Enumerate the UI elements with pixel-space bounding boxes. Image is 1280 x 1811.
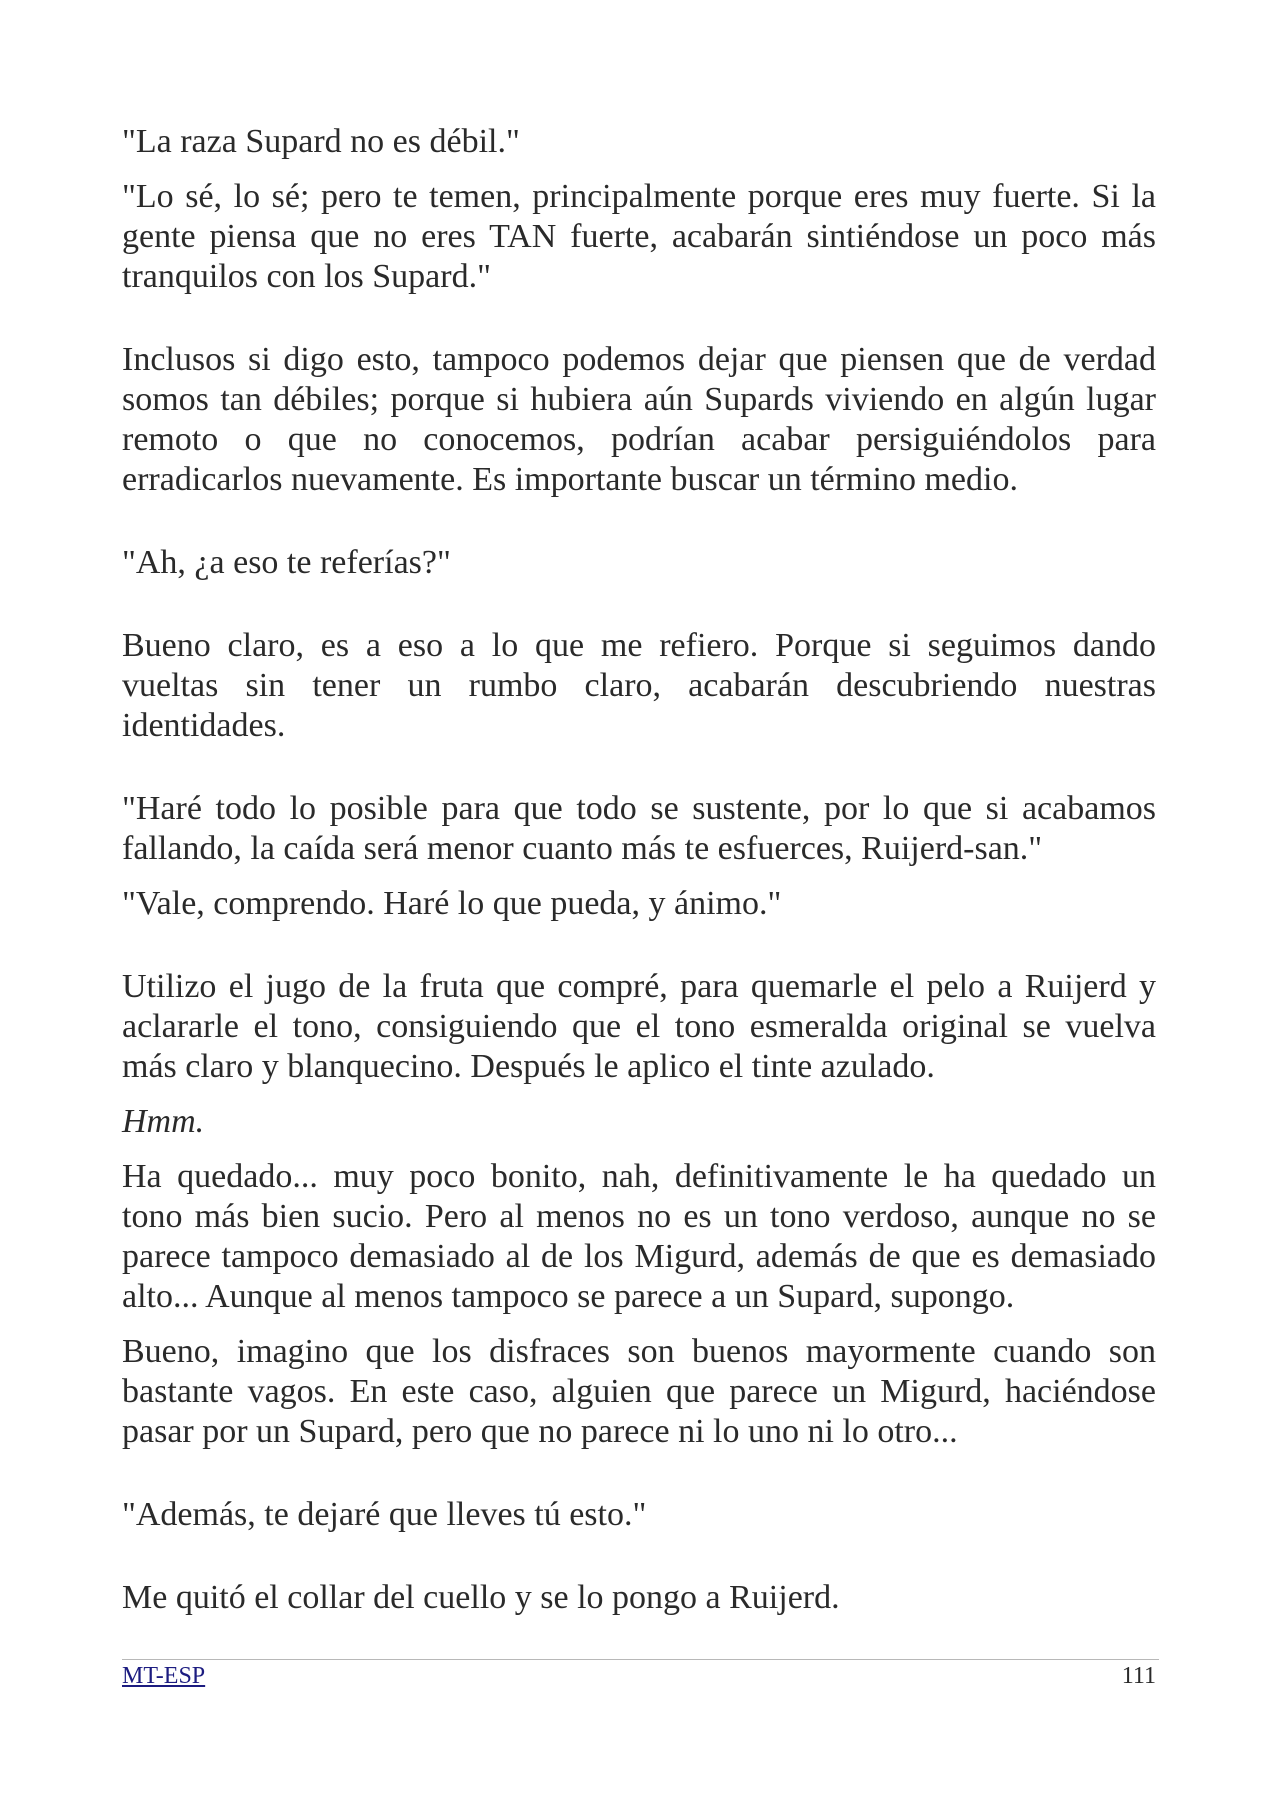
paragraph-13 [122, 1578, 1156, 1618]
paragraph-10 [122, 1157, 1156, 1317]
paragraph-7 [122, 884, 1156, 924]
paragraph-12 [122, 1495, 1156, 1535]
text-line: Bueno, imagino que los disfraces son buenos mayormente cuando son [122, 1333, 1156, 1370]
text-line: "La raza Supard no es débil." [122, 123, 520, 160]
paragraph-9 [122, 1102, 1156, 1142]
text-line: Utilizo el jugo de la fruta que compré, para quemarle el pelo a Ruijerd y [122, 968, 1156, 1005]
paragraph-3 [122, 340, 1156, 500]
footer-source-link[interactable]: MT-ESP [122, 1663, 206, 1689]
text-line: identidades. [122, 707, 286, 744]
text-line: remoto o que no conocemos, podrían acabar persiguiéndolos para [122, 421, 1156, 458]
text-line: tono más bien sucio. Pero al menos no es un tono verdoso, aunque no se [122, 1198, 1156, 1235]
text-line: "Lo sé, lo sé; pero te temen, principalmente porque eres muy fuerte. Si la [122, 178, 1156, 215]
text-line-italic: Hmm. [122, 1103, 205, 1140]
text-line: Inclusos si digo esto, tampoco podemos dejar que piensen que de verdad [122, 341, 1156, 378]
paragraph-6 [122, 789, 1156, 869]
text-line: "Haré todo lo posible para que todo se sustente, por lo que si acabamos [122, 790, 1156, 827]
text-line: Ha quedado... muy poco bonito, nah, definitivamente le ha quedado un [122, 1158, 1156, 1195]
paragraph-4 [122, 543, 1156, 583]
text-line: "Ah, ¿a eso te referías?" [122, 544, 451, 581]
paragraph-1 [122, 122, 1156, 162]
text-line: Bueno claro, es a eso a lo que me refiero. Porque si seguimos dando [122, 627, 1156, 664]
text-line: vueltas sin tener un rumbo claro, acabarán descubriendo nuestras [122, 667, 1156, 704]
text-line: "Vale, comprendo. Haré lo que pueda, y ánimo." [122, 885, 782, 922]
text-line: alto... Aunque al menos tampoco se parece a un Supard, supongo. [122, 1278, 1015, 1315]
document-body [122, 122, 1156, 1618]
text-line: "Además, te dejaré que lleves tú esto." [122, 1496, 647, 1533]
paragraph-5 [122, 626, 1156, 746]
text-line: Me quitó el collar del cuello y se lo pongo a Ruijerd. [122, 1579, 840, 1616]
text-line: pasar por un Supard, pero que no parece ni lo uno ni lo otro... [122, 1413, 958, 1450]
text-line: parece tampoco demasiado al de los Migurd, además de que es demasiado [122, 1238, 1156, 1275]
page-number: 111 [1121, 1663, 1156, 1689]
text-line: bastante vagos. En este caso, alguien que parece un Migurd, haciéndose [122, 1373, 1156, 1410]
text-line: tranquilos con los Supard." [122, 258, 491, 295]
text-line: más claro y blanquecino. Después le aplico el tinte azulado. [122, 1048, 935, 1085]
page-footer [122, 1663, 1156, 1689]
text-line: somos tan débiles; porque si hubiera aún Supards viviendo en algún lugar [122, 381, 1156, 418]
text-line: fallando, la caída será menor cuanto más te esfuerces, Ruijerd-san." [122, 830, 1043, 867]
text-line: aclararle el tono, consiguiendo que el tono esmeralda original se vuelva [122, 1008, 1156, 1045]
paragraph-2 [122, 177, 1156, 297]
text-line: erradicarlos nuevamente. Es importante buscar un término medio. [122, 461, 1018, 498]
text-line: gente piensa que no eres TAN fuerte, acabarán sintiéndose un poco más [122, 218, 1156, 255]
footer-divider [122, 1659, 1159, 1660]
paragraph-11 [122, 1332, 1156, 1452]
paragraph-8 [122, 967, 1156, 1087]
